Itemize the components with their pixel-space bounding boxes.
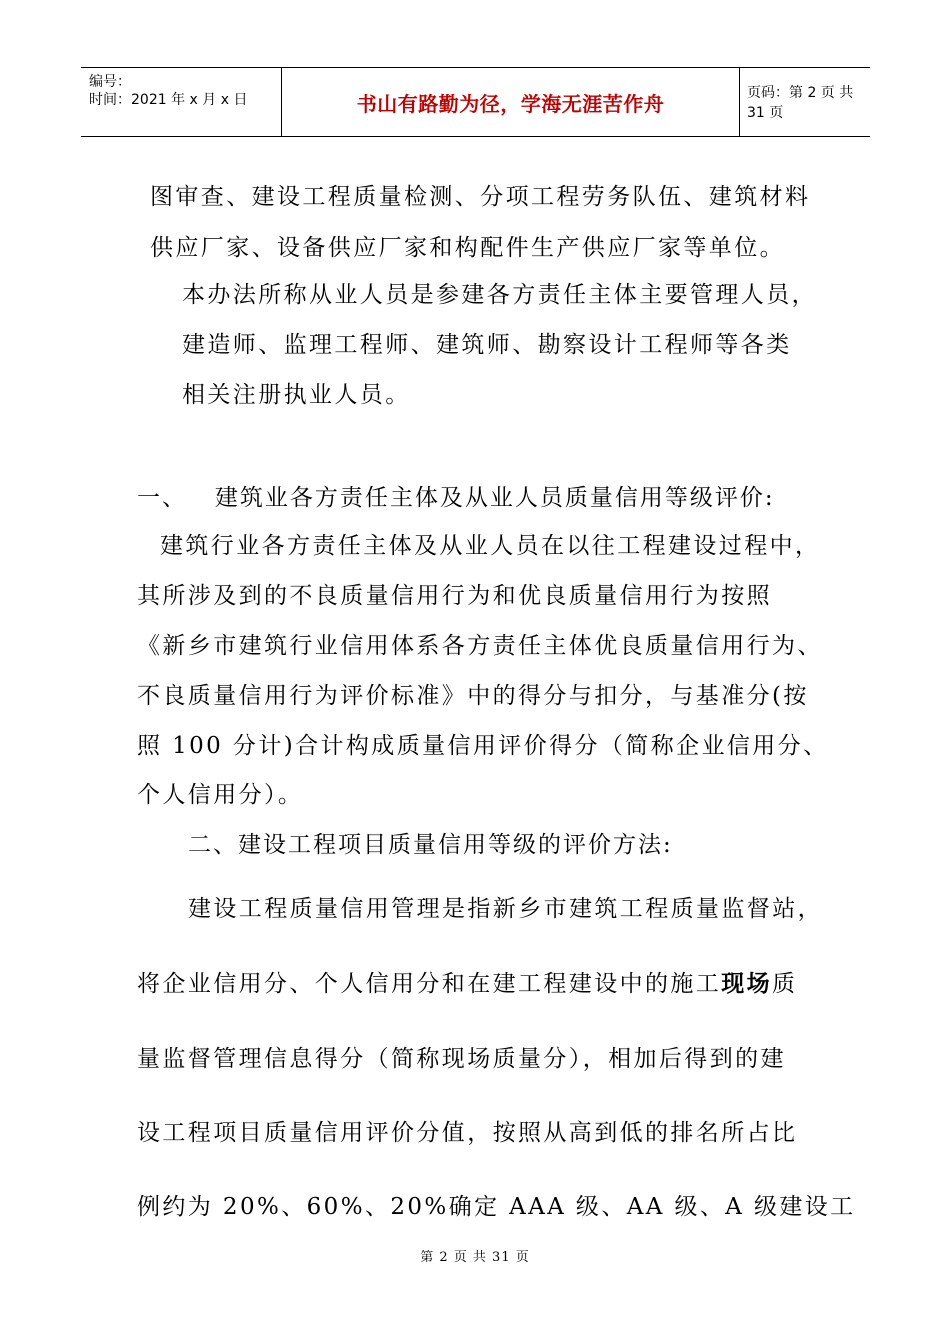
page-footer: 第 2 页 共 31 页 [420,1250,530,1265]
number-label: 编号： [89,74,131,90]
section-heading-2: 二、建设工程项目质量信用等级的评价方法: [188,832,673,858]
time-label: 时间：2021 年 x 月 x 日 [89,92,248,108]
para4-line2-end: 质 [772,971,798,997]
para4-line2-bold: 现场 [721,970,773,997]
para4-line2 [137,965,797,998]
para3-line2: 其所涉及到的不良质量信用行为和优良质量信用行为按照 [137,583,772,609]
para2-line3: 相关注册执业人员。 [182,382,411,408]
para4-line4: 设工程项目质量信用评价分值，按照从高到低的排名所占比 [137,1120,798,1146]
header-page-cell [739,68,870,136]
header-motto-cell [281,68,740,136]
motto-text: 书山有路勤为径，学海无涯苦作舟 [356,91,665,116]
para4-line1: 建设工程质量信用管理是指新乡市建筑工程质量监督站， [188,896,823,922]
section-heading-1: 一、 建筑业各方责任主体及从业人员质量信用等级评价: [137,485,775,511]
header-meta-cell [81,68,281,136]
para3-line3: 《新乡市建筑行业信用体系各方责任主体优良质量信用行为、 [137,633,823,659]
para3-line4: 不良质量信用行为评价标准》中的得分与扣分，与基准分(按 [137,683,809,709]
para2-line2: 建造师、监理工程师、建筑师、勘察设计工程师等各类 [182,332,792,358]
para3-line6: 个人信用分）。 [137,782,304,808]
document-header [81,67,870,137]
para2-line1: 本办法所称从业人员是参建各方责任主体主要管理人员， [182,282,817,308]
para4-line3: 量监督管理信息得分（简称现场质量分），相加后得到的建 [137,1046,786,1072]
para3-line1: 建筑行业各方责任主体及从业人员在以往工程建设过程中， [160,533,821,559]
para4-line2-start: 将企业信用分、个人信用分和在建工程建设中的施工 [137,971,722,997]
para4-line5: 例约为 20%、60%、20%确定 AAA 级、AA 级、A 级建设工 [137,1194,856,1220]
para3-line5: 照 100 分计)合计构成质量信用评价得分（简称企业信用分、 [137,733,829,759]
para1-line2: 供应厂家、设备供应厂家和构配件生产供应厂家等单位。 [150,235,785,261]
page-info: 页码：第 2 页 共 31 页 [747,85,854,121]
para1-line1: 图审查、建设工程质量检测、分项工程劳务队伍、建筑材料 [150,184,811,210]
